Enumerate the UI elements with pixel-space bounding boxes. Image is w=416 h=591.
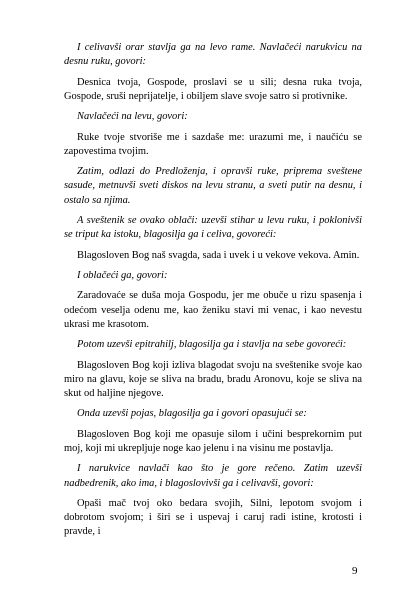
- rubric-paragraph: Potom uzevši epitrahilj, blagosilja ga i stavlja na sebe govoreći:: [77, 339, 347, 351]
- rubric-paragraph: I oblačeći ga, govori:: [77, 269, 168, 281]
- prayer-paragraph: Blagosloven Bog koji izliva blagodat svoju na sveštenike svoje kao miro na glavu, koje se sliva na bradu, bradu Aronovu, koje se sliva na skut od haljine njegove.: [64, 359, 362, 399]
- rubric-paragraph: Navlačeći na levu, govori:: [77, 111, 188, 123]
- rubric-paragraph: I celivavši orar stavlja ga na levo rame. Navlačeći narukvicu na desnu ruku, govori:: [64, 42, 362, 68]
- prayer-paragraph: Opaši mač tvoj oko bedara svojih, Silni, lepotom svojom i dobrotom svojom; i širi se i uspevaj i caruj radi istine, krotosti i pravde, i: [64, 497, 362, 538]
- prayer-paragraph: Ruke tvoje stvoriše me i sazdaše me: urazumi me, i naučiću se zapovestima tvojim.: [64, 131, 362, 157]
- rubric-paragraph: Onda uzevši pojas, blagosilja ga i govori opasujući se:: [77, 408, 307, 420]
- page-body: [64, 41, 362, 546]
- prayer-paragraph: Desnica tvoja, Gospode, proslavi se u sili; desna ruka tvoja, Gospode, sruši neprijatelje, i obiljem slave svoje satro si protivnike.: [64, 76, 362, 102]
- rubric-paragraph: Zatim, odlazi do Predloženja, i opravši ruke, priprema svešteне sasude, metnuvši sveti diskos na levu stranu, a sveti putir na desnu, i ostalo sa njima.: [64, 166, 362, 206]
- prayer-paragraph: Blagosloven Bog naš svagda, sada i uvek i u vekove vekova. Amin.: [77, 249, 360, 261]
- prayer-paragraph: Blagosloven Bog koji me opasuje silom i učini besprekornim put moj, koji mi ukrepljuje noge kao jelenu i na visinu me postavlja.: [64, 428, 362, 454]
- page-number: 9: [352, 565, 358, 577]
- prayer-paragraph: Zaradovaće se duša moja Gospodu, jer me obuče u rizu spasenja i odećom veselja odenu me, kao ženiku stavi mi venac, i kao nevestu ukrasi me krasotom.: [64, 290, 362, 330]
- rubric-paragraph: A sveštenik se ovako oblači: uzevši stihar u levu ruku, i poklonivši se triput ka istoku, blagosilja ga i celiva, govoreći:: [64, 214, 362, 241]
- rubric-paragraph: I narukvice navlači kao što je gore rečeno. Zatim uzevši nadbedrenik, ako ima, i blagoslovivši ga i celivavši, govori:: [64, 463, 362, 489]
